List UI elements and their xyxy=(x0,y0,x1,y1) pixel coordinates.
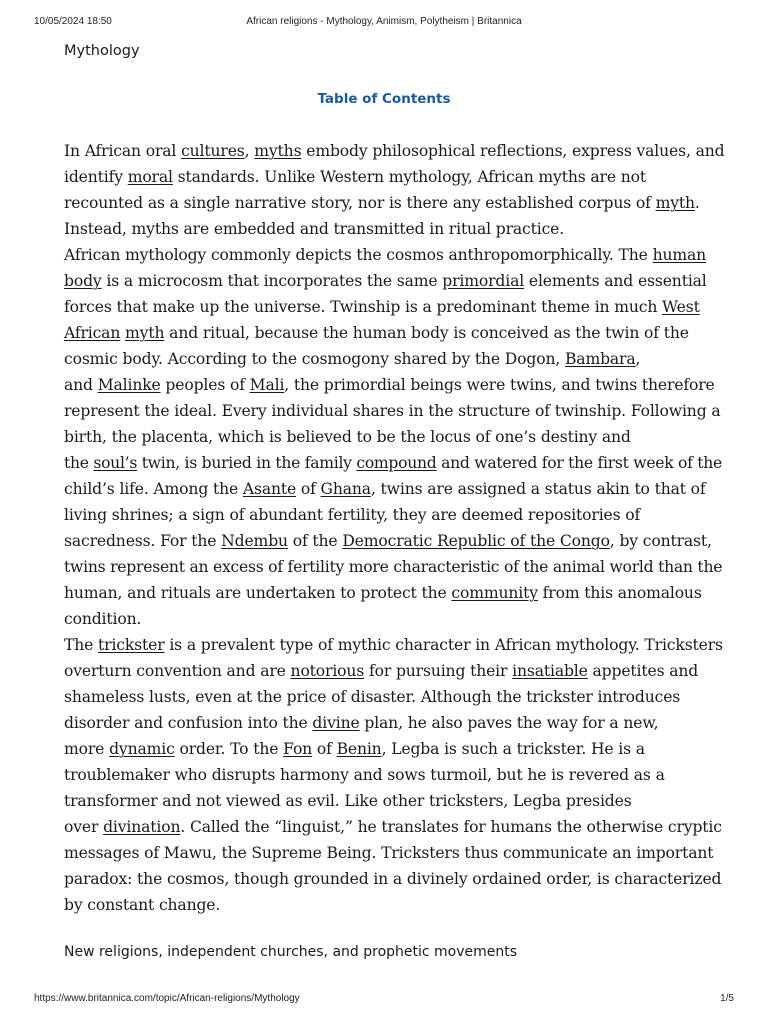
paragraph-trickster: The trickster is a prevalent type of mythic character in African mythology. Tricksters overturn convention and are notorious for pursuing their insatiable appetites and shameless lusts, even at the price of disaster. Although the trickster introduces disorder and confusion into the divine plan, he also paves the way for a new, more dynamic order. To the Fon of Benin, Legba is such a trickster. He is a troublemaker who disrupts harmony and sows turmoil, but he is revered as a transformer and not viewed as evil. Like other tricksters, Legba presides over divination. Called the “linguist,” he translates for humans the otherwise cryptic messages of Mawu, the Supreme Being. Tricksters thus communicate an important paradox: the cosmos, though grounded in a divinely ordained order, is characterized by constant change. xyxy=(64,636,723,914)
link-myth[interactable]: myth xyxy=(655,194,695,212)
link-mali[interactable]: Mali xyxy=(249,376,285,394)
link-divination[interactable]: divination xyxy=(103,818,181,836)
link-insatiable[interactable]: insatiable xyxy=(512,662,588,680)
article-body xyxy=(64,138,724,918)
print-document-title: African religions - Mythology, Animism, Polytheism | Britannica xyxy=(246,16,522,27)
link-dynamic[interactable]: dynamic xyxy=(109,740,175,758)
paragraph-cosmos: African mythology commonly depicts the cosmos anthropomorphically. The human body is a microcosm that incorporates the same primordial elements and essential forces that make up the universe. Twinship is a predominant theme in much West African myth and ritual, because the human body is conceived as the twin of the cosmic body. According to the cosmogony shared by the Dogon, Bambara, and Malinke peoples of Mali, the primordial beings were twins, and twins therefore represent the ideal. Every individual shares in the structure of twinship. Following a birth, the placenta, which is believed to be the locus of one’s destiny and the soul’s twin, is buried in the family compound and watered for the first week of the child’s life. Among the Asante of Ghana, twins are assigned a status akin to that of living shrines; a sign of abundant fertility, they are deemed repositories of sacredness. For the Ndembu of the Democratic Republic of the Congo, by contrast, twins represent an excess of fertility more characteristic of the animal world than the human, and rituals are undertaken to protect the community from this anomalous condition. xyxy=(64,246,723,628)
page-number: 1/5 xyxy=(720,993,734,1004)
print-footer xyxy=(34,993,734,1007)
print-url: https://www.britannica.com/topic/African-religions/Mythology xyxy=(34,993,300,1004)
link-ghana[interactable]: Ghana xyxy=(320,480,371,498)
next-section-link[interactable]: New religions, independent churches, and prophetic movements xyxy=(64,944,518,960)
link-myth-2[interactable]: myth xyxy=(125,324,165,342)
link-myths[interactable]: myths xyxy=(254,142,302,160)
link-moral[interactable]: moral xyxy=(127,168,173,186)
link-human-body[interactable]: body xyxy=(64,272,102,290)
print-header xyxy=(34,16,734,30)
link-divine[interactable]: divine xyxy=(312,714,360,732)
link-ndembu[interactable]: Ndembu xyxy=(221,532,288,550)
link-primordial[interactable]: primordial xyxy=(442,272,525,290)
link-notorious[interactable]: notorious xyxy=(290,662,365,680)
link-benin[interactable]: Benin xyxy=(336,740,382,758)
section-title: Mythology xyxy=(64,43,140,59)
link-asante[interactable]: Asante xyxy=(242,480,297,498)
link-cultures[interactable]: cultures xyxy=(181,142,245,160)
link-human-body[interactable]: human xyxy=(652,246,707,264)
link-bambara[interactable]: Bambara xyxy=(564,350,636,368)
link-democratic-republic-of-the-congo[interactable]: Democratic Republic of the Congo xyxy=(342,532,610,550)
print-date: 10/05/2024 18:50 xyxy=(34,16,112,27)
paragraph-oral-cultures: In African oral cultures, myths embody philosophical reflections, express values, and identify moral standards. Unlike Western mythology, African myths are not recounted as a single narrative story, nor is there any established corpus of myth. Instead, myths are embedded and transmitted in ritual practice. xyxy=(64,142,725,238)
link-west-african[interactable]: West xyxy=(662,298,700,316)
link-west-african[interactable]: African xyxy=(64,324,121,342)
link-malinke[interactable]: Malinke xyxy=(97,376,161,394)
link-souls[interactable]: soul’s xyxy=(93,454,138,472)
table-of-contents-link[interactable]: Table of Contents xyxy=(317,91,451,107)
link-community[interactable]: community xyxy=(451,584,538,602)
link-compound[interactable]: compound xyxy=(356,454,437,472)
link-trickster[interactable]: trickster xyxy=(98,636,165,654)
link-fon[interactable]: Fon xyxy=(283,740,313,758)
